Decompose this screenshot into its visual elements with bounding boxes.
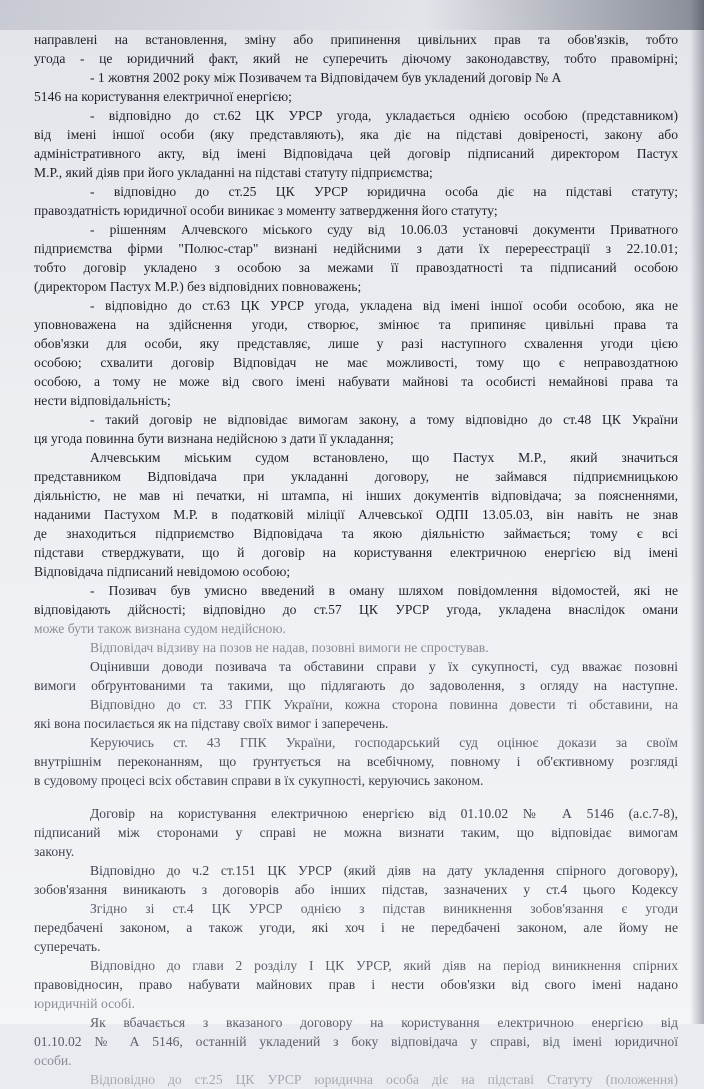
- text-line: - рішенням Алчевского міського суду від 10.06.03 установчі документи Приватного: [90, 222, 678, 237]
- text-line: Відповідача підписаний невідомою особою;: [34, 564, 291, 579]
- text-line: Алчевським міським судом встановлено, що Пастух М.Р., який значиться: [90, 450, 678, 465]
- text-line: обов'язки для особи, яку представляє, лише у разі наступного схвалення угоди цією: [34, 336, 678, 351]
- text-line: особою, а тому не може від свого імені набувати майнові та особисті немайнові права та: [34, 374, 678, 389]
- text-line: підприємства фірми "Полюс-стар" визнані недійсними з дати їх перереєстрації з 22.10.01;: [34, 241, 678, 256]
- paragraph-gap: [34, 790, 678, 804]
- text-line: Оцінивши доводи позивача та обставини справи у їх сукупності, суд вважає позовні: [90, 659, 678, 674]
- scan-edge: [690, 0, 704, 1024]
- text-line: уповноважена на здійснення угоди, створює, змінює та припиняє цивільні права та: [34, 317, 678, 332]
- text-line: де знаходиться підприємство Відповідача та якою діяльністю займається; тому є всі: [34, 526, 678, 541]
- text-line: - відповідно до ст.25 ЦК УРСР юридична особа діє на підставі статуту;: [90, 184, 678, 199]
- text-line: - відповідно до ст.62 ЦК УРСР угода, укладається однією особою (представником): [90, 108, 678, 123]
- text-line: Відповідно до ч.2 ст.151 ЦК УРСР (який діяв на дату укладення спірного договору),: [90, 863, 678, 878]
- text-line: особи.: [34, 1053, 72, 1068]
- text-line: закону.: [34, 844, 75, 859]
- text-line: Договір на користування електричною енергією від 01.10.02 № А 5146 (а.с.7-8),: [90, 806, 678, 821]
- text-line: адміністративного акту, від імені Відповідача цей договір підписаний директором Пастух: [34, 146, 678, 161]
- text-line: Відповідно до глави 2 розділу І ЦК УРСР, який діяв на період виникнення спірних: [90, 958, 678, 973]
- text-line: може бути також визнана судом недійсною.: [34, 621, 286, 636]
- text-line: відповідають дійсності; відповідно до ст.57 ЦК УРСР угода, укладена внаслідок омани: [34, 602, 678, 617]
- text-line: передбачені законом, а також угоди, які хоч і не передбачені законом, але йому не: [34, 920, 678, 935]
- text-line: правоздатність юридичної особи виникає з моменту затвердження його статуту;: [34, 203, 498, 218]
- text-line: від імені іншої особи (яку представляють), яка діє на підставі довіреності, закону або: [34, 127, 678, 142]
- text-line: 5146 на користування електричної енергією;: [34, 89, 292, 104]
- text-line: правовідносин, право набувати майнових прав і нести обов'язки від свого імені надано: [34, 977, 678, 992]
- text-line: суперечать.: [34, 939, 101, 954]
- text-line: угода - це юридичний факт, який не суперечить діючому законодавству, тобто правомірні;: [34, 51, 678, 66]
- text-line: - Позивач був умисно введений в оману шляхом повідомлення відомостей, які не: [90, 583, 678, 598]
- text-line: Згідно зі ст.4 ЦК УРСР однією з підстав виникнення зобов'язання є угоди: [90, 901, 678, 916]
- text-line: - 1 жовтня 2002 року між Позивачем та Відповідачем був укладений договір № А: [90, 70, 562, 85]
- text-line: Керуючись ст. 43 ГПК України, господарський суд оцінює докази за своїм: [90, 735, 678, 750]
- text-line: нести відповідальність;: [34, 393, 171, 408]
- text-line: Відповідно до ст.25 ЦК УРСР юридична особа діє на підставі Статуту (положення): [90, 1072, 678, 1087]
- document-body: [34, 30, 678, 1089]
- text-line: Як вбачається з вказаного договору на користування електричною енергією від: [90, 1015, 678, 1030]
- text-line: які вона посилається як на підставу своїх вимог і заперечень.: [34, 716, 389, 731]
- text-line: юридичній особі.: [34, 996, 136, 1011]
- text-line: тобто договір укладено з особою за межами її правоздатності та підписаний особою: [34, 260, 678, 275]
- text-line: (директором Пастух М.Р.) без відповідних повноважень;: [34, 279, 362, 294]
- text-line: внутрішнім переконанням, що ґрунтується на всебічному, повному і об'єктивному розгляді: [34, 754, 678, 769]
- text-line: - відповідно до ст.63 ЦК УРСР угода, укладена від імені іншої особи особою, яка не: [90, 298, 678, 313]
- text-line: Відповідач відзиву на позов не надав, позовні вимоги не спростував.: [90, 640, 489, 655]
- text-line: ця угода повинна бути визнана недійсною з дати її укладання;: [34, 431, 394, 446]
- text-line: вимоги обґрунтованими та такими, що підлягають до задоволення, з огляду на наступне.: [34, 678, 678, 693]
- text-line: направлені на встановлення, зміну або припинення цивільних прав та обов'язків, тобто: [34, 32, 678, 47]
- text-line: підписаний між сторонами у справі не можна визнати таким, що відповідає вимогам: [34, 825, 678, 840]
- text-line: Відповідно до ст. 33 ГПК України, кожна сторона повинна довести ті обставини, на: [90, 697, 678, 712]
- text-line: діяльністю, не мав ні печатки, ні штампа, ні інших документів відповідача; за поясненнями,: [34, 488, 678, 503]
- text-line: представником Відповідача при укладанні договору, не займався підприємницькою: [34, 469, 678, 484]
- text-line: - такий договір не відповідає вимогам закону, а тому відповідно до ст.48 ЦК України: [90, 412, 678, 427]
- text-line: наданими Пастухом М.Р. в податковій міліції Алчевської ОДПІ 13.05.03, він навіть не знав: [34, 507, 678, 522]
- text-line: в судовому процесі всіх обставин справи в їх сукупності, керуючись законом.: [34, 773, 484, 788]
- text-line: особою; схвалити договір Відповідач не має можливості, тому що є неправоздатною: [34, 355, 678, 370]
- text-line: М.Р., який діяв при його укладанні на підставі статуту підприємства;: [34, 165, 433, 180]
- text-line: зобов'язання виникають з договорів або інших підстав, зазначених у ст.4 цього Кодексу: [34, 882, 678, 897]
- text-line: підстави стверджувати, що й договір на користування електричною енергією від імені: [34, 545, 678, 560]
- scan-shadow: [0, 0, 704, 30]
- text-line: 01.10.02 № А 5146, останній укладений з боку відповідача у справі, від імені юридичної: [34, 1034, 678, 1049]
